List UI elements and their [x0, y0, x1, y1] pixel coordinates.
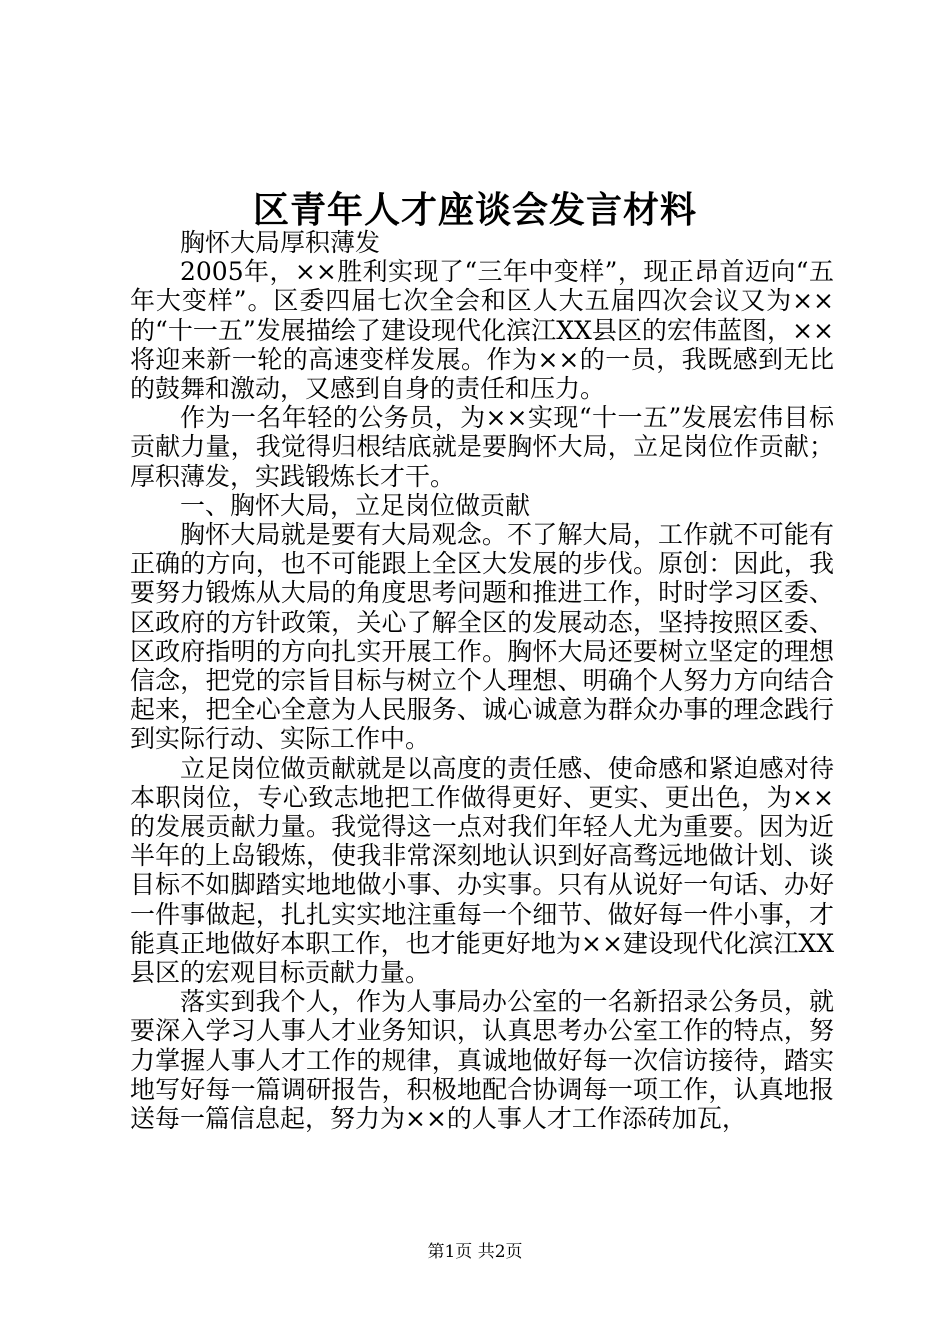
page-footer: 第1页 共2页 — [427, 1242, 523, 1262]
paragraph: 2005年，××胜利实现了“三年中变样”，现正昂首迈向“五年大变样”。区委四届七次全会和区人大五届四次会议又为××的“十一五”发展描绘了建设现代化滨江XX县区的宏伟蓝图，××将迎来新一轮的高速变样发展。作为××的一员，我既感到无比的鼓舞和激动，又感到自身的责任和压力。 — [130, 257, 834, 404]
section-heading: 一、胸怀大局，立足岗位做贡献 — [180, 490, 531, 520]
paragraph: 立足岗位做贡献就是以高度的责任感、使命感和紧迫感对待本职岗位，专心致志地把工作做得更好、更实、更出色，为××的发展贡献力量。我觉得这一点对我们年轻人尤为重要。因为近半年的上岛锻炼，使我非常深刻地认识到好高骛远地做计划、谈目标不如脚踏实地地做小事、办实事。只有从说好一句话、办好一件事做起，扎扎实实地注重每一个细节、做好每一件小事，才能真正地做好本职工作，也才能更好地为××建设现代化滨江XX县区的宏观目标贡献力量。 — [130, 753, 834, 988]
document-body — [130, 228, 834, 1133]
paragraph: 落实到我个人，作为人事局办公室的一名新招录公务员，就要深入学习人事人才业务知识，认真思考办公室工作的特点，努力掌握人事人才工作的规律，真诚地做好每一次信访接待，踏实地写好每一篇调研报告，积极地配合协调每一项工作，认真地报送每一篇信息起，努力为××的人事人才工作添砖加瓦， — [130, 987, 834, 1134]
paragraph: 作为一名年轻的公务员，为××实现“十一五”发展宏伟目标贡献力量，我觉得归根结底就是要胸怀大局，立足岗位作贡献；厚积薄发，实践锻炼长才干。 — [130, 403, 834, 491]
paragraph-subtitle: 胸怀大局厚积薄发 — [180, 228, 381, 257]
document-title: 区青年人才座谈会发言材料 — [252, 189, 697, 231]
paragraph: 胸怀大局就是要有大局观念。不了解大局，工作就不可能有正确的方向，也不可能跟上全区大发展的步伐。原创：因此，我要努力锻炼从大局的角度思考问题和推进工作，时时学习区委、区政府的方针政策，关心了解全区的发展动态，坚持按照区委、区政府指明的方向扎实开展工作。胸怀大局还要树立坚定的理想信念，把党的宗旨目标与树立个人理想、明确个人努力方向结合起来，把全心全意为人民服务、诚心诚意为群众办事的理念践行到实际行动、实际工作中。 — [130, 520, 834, 754]
